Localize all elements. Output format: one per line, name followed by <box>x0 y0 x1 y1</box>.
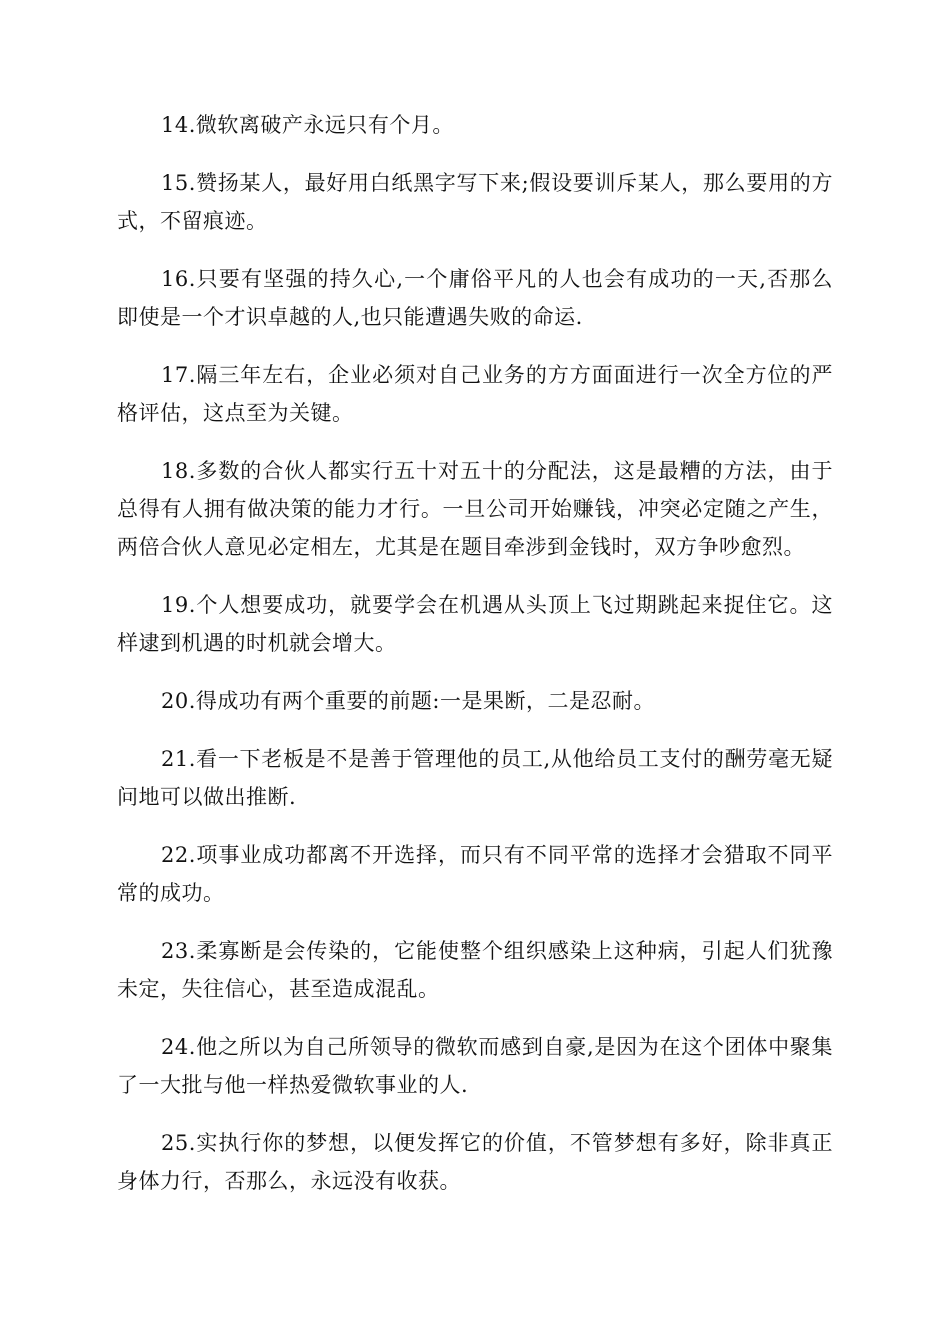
document-page <box>117 106 833 1220</box>
paragraph-19: 19.个人想要成功，就要学会在机遇从头顶上飞过期跳起来捉住它。这样逮到机遇的时机就会增大。 <box>117 593 833 655</box>
paragraph-23: 23.柔寡断是会传染的，它能使整个组织感染上这种病，引起人们犹豫未定，失往信心，甚至造成混乱。 <box>117 939 833 1001</box>
paragraph-18: 18.多数的合伙人都实行五十对五十的分配法，这是最糟的方法，由于总得有人拥有做决策的能力才行。一旦公司开始赚钱，冲突必定随之产生，两倍合伙人意见必定相左，尤其是在题目牵涉到金钱时，双方争吵愈烈。 <box>117 459 833 559</box>
paragraph-25: 25.实执行你的梦想，以便发挥它的价值，不管梦想有多好，除非真正身体力行，否那么，永远没有收获。 <box>117 1131 833 1193</box>
paragraph-22: 22.项事业成功都离不开选择，而只有不同平常的选择才会猎取不同平常的成功。 <box>117 843 833 905</box>
paragraph-17: 17.隔三年左右，企业必须对自己业务的方方面面进行一次全方位的严格评估，这点至为关键。 <box>117 363 833 425</box>
paragraph-20: 20.得成功有两个重要的前题:一是果断，二是忍耐。 <box>161 689 655 713</box>
paragraph-15: 15.赞扬某人，最好用白纸黑字写下来;假设要训斥某人，那么要用的方式，不留痕迹。 <box>117 171 833 233</box>
paragraph-24: 24.他之所以为自己所领导的微软而感到自豪,是因为在这个团体中聚集了一大批与他一样热爱微软事业的人. <box>117 1035 833 1097</box>
paragraph-16: 16.只要有坚强的持久心,一个庸俗平凡的人也会有成功的一天,否那么即使是一个才识卓越的人,也只能遭遇失败的命运. <box>117 267 833 329</box>
paragraph-21: 21.看一下老板是不是善于管理他的员工,从他给员工支付的酬劳毫无疑问地可以做出推断. <box>117 747 833 809</box>
paragraph-14: 14.微软离破产永远只有个月。 <box>161 113 454 137</box>
